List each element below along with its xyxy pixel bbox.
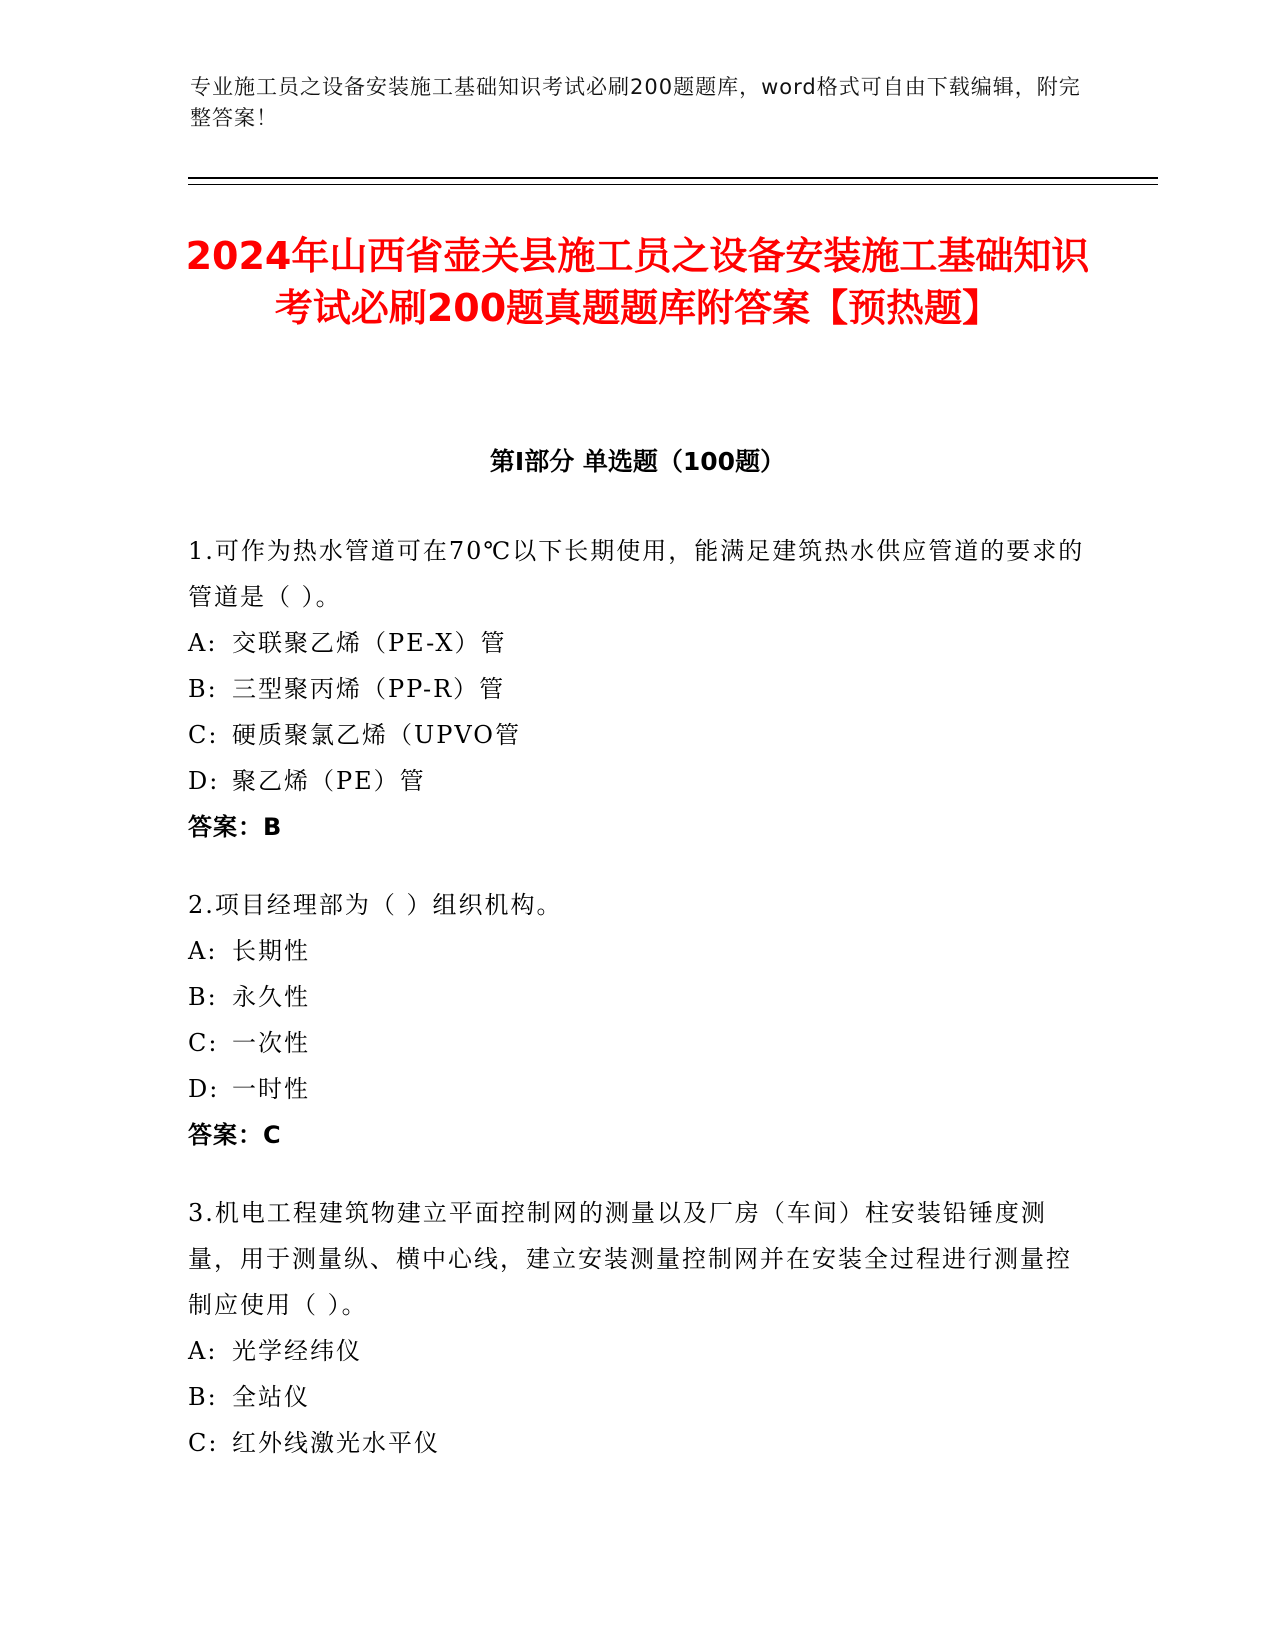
option-text: 全站仪 [232,1383,310,1411]
option-b [188,666,1088,712]
question-item [188,528,1088,850]
option-d [188,758,1088,804]
option-letter: C: [188,721,219,749]
question-item [188,882,1088,1158]
header-divider-thick [188,177,1158,179]
option-letter: B: [188,1383,218,1411]
option-text: 红外线激光水平仪 [232,1429,440,1457]
option-text: 一时性 [232,1075,310,1103]
option-text: 长期性 [232,937,310,965]
option-text: 交联聚乙烯（PE-X）管 [232,629,507,657]
document-title: 2024年山西省壶关县施工员之设备安装施工基础知识考试必刷200题真题题库附答案【预热题】 [185,234,1090,330]
option-c [188,1020,1088,1066]
option-letter: B: [188,983,218,1011]
question-list [188,528,1088,1498]
answer-value: B [263,813,283,841]
option-d [188,1066,1088,1112]
option-a [188,620,1088,666]
answer-label: 答案： [188,1121,263,1149]
option-text: 三型聚丙烯（PP-R）管 [232,675,506,703]
option-letter: D: [188,767,220,795]
option-a [188,928,1088,974]
question-stem: 3.机电工程建筑物建立平面控制网的测量以及厂房（车间）柱安装铅锤度测量，用于测量纵、横中心线，建立安装测量控制网并在安装全过程进行测量控制应使用（ ）。 [188,1199,1072,1319]
option-text: 聚乙烯（PE）管 [232,767,426,795]
header-divider-thin [188,184,1158,185]
option-letter: C: [188,1429,219,1457]
answer-label: 答案： [188,813,263,841]
answer-line [188,1112,1088,1158]
option-letter: A: [188,629,218,657]
option-letter: A: [188,937,218,965]
option-letter: C: [188,1029,219,1057]
option-letter: B: [188,675,218,703]
option-letter: D: [188,1075,220,1103]
option-letter: A: [188,1337,218,1365]
option-c [188,712,1088,758]
option-c [188,1420,1088,1466]
option-text: 光学经纬仪 [232,1337,362,1365]
answer-value: C [263,1121,282,1149]
answer-line [188,804,1088,850]
option-b [188,974,1088,1020]
option-a [188,1328,1088,1374]
question-stem: 2.项目经理部为（ ）组织机构。 [188,891,563,919]
option-text: 硬质聚氯乙烯（UPVO管 [232,721,521,749]
option-text: 永久性 [232,983,310,1011]
option-text: 一次性 [232,1029,310,1057]
option-b [188,1374,1088,1420]
question-stem: 1.可作为热水管道可在70℃以下长期使用，能满足建筑热水供应管道的要求的管道是（ ）。 [188,537,1085,611]
question-item [188,1190,1088,1466]
header-note: 专业施工员之设备安装施工基础知识考试必刷200题题库，word格式可自由下载编辑，附完整答案！ [190,75,1081,130]
section-title: 第I部分 单选题（100题） [489,447,786,476]
